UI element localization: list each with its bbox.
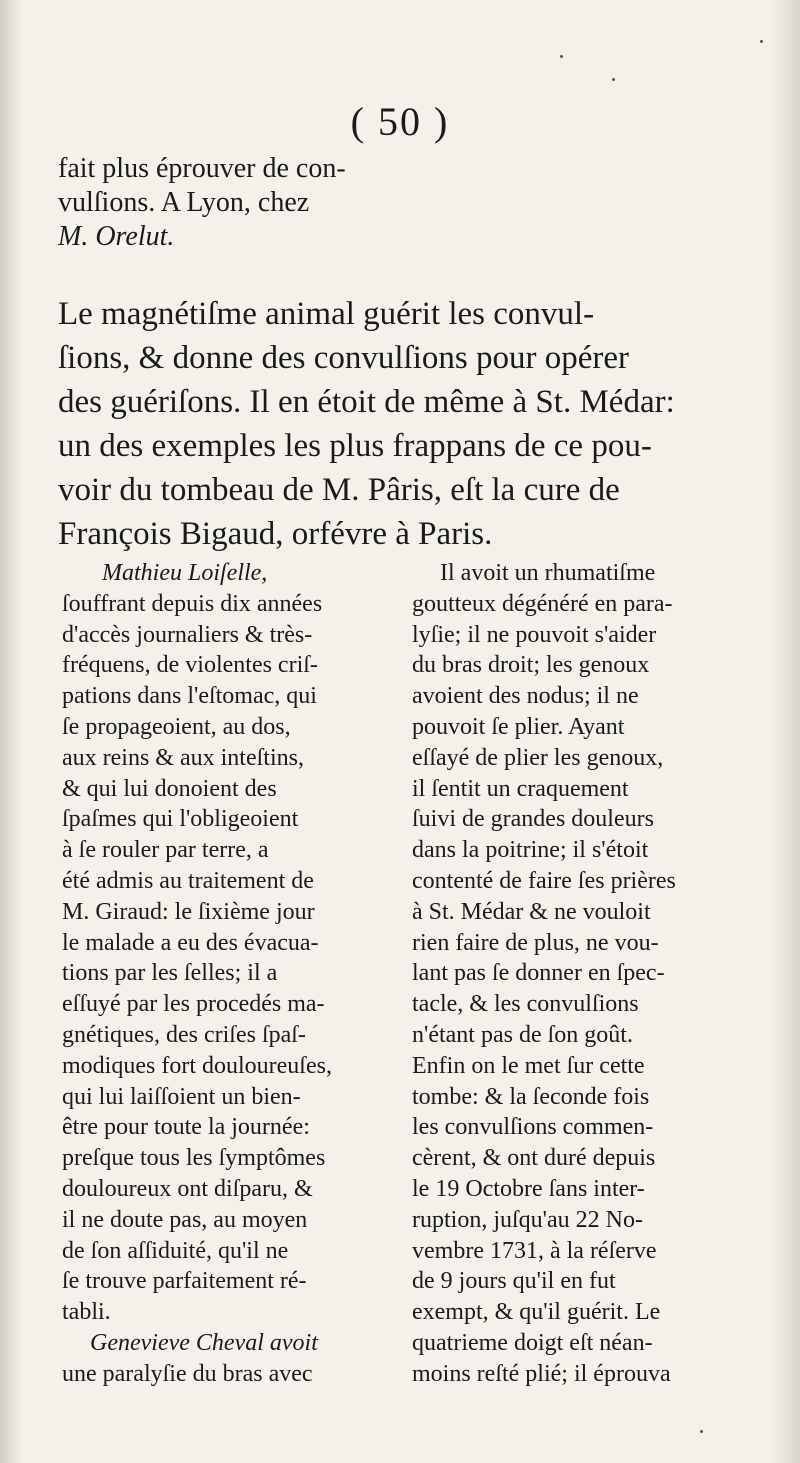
intro-line: fait plus éprouver de con- <box>58 153 346 184</box>
binding-shadow <box>0 0 22 1463</box>
page-number: ( 50 ) <box>350 99 450 144</box>
right-column <box>412 558 747 1390</box>
column-line: tacle, & les convulſions <box>412 991 639 1018</box>
left-column <box>62 558 392 1390</box>
main-paragraph-line: Le magnétiſme animal guérit les convul- <box>58 296 595 332</box>
column-line: lant pas ſe donner en ſpec- <box>412 960 665 987</box>
column-line: pouvoit ſe plier. Ayant <box>412 713 625 740</box>
column-line: être pour toute la journée: <box>62 1114 310 1141</box>
intro-fragment <box>58 152 398 254</box>
column-line: ſe trouve parfaitement ré- <box>62 1268 307 1295</box>
column-line: été admis au traitement de <box>62 867 314 894</box>
column-line: cèrent, & ont duré depuis <box>412 1145 656 1172</box>
column-line: vembre 1731, à la réſerve <box>412 1237 657 1264</box>
column-line: exempt, & qu'il guérit. Le <box>412 1299 661 1326</box>
ink-speck <box>700 1430 703 1433</box>
column-line: dans la poitrine; il s'étoit <box>412 837 649 864</box>
column-line: moins reſté plié; il éprouva <box>412 1360 671 1387</box>
column-line: & qui lui donoient des <box>62 775 277 802</box>
intro-line: vulſions. A Lyon, chez <box>58 187 310 218</box>
column-line: de ſon aſſiduité, qu'il ne <box>62 1237 289 1264</box>
column-line: d'accès journaliers & très- <box>62 621 313 648</box>
ink-speck <box>612 78 615 81</box>
ink-speck <box>560 55 563 58</box>
intro-line: M. Orelut. <box>58 221 175 252</box>
column-line: le malade a eu des évacua- <box>62 929 319 956</box>
column-line: du bras droit; les genoux <box>412 652 650 679</box>
column-line: ſuivi de grandes douleurs <box>412 806 654 833</box>
main-paragraph-line: voir du tombeau de M. Pâris, eſt la cure de <box>58 472 620 508</box>
column-line: avoient des nodus; il ne <box>412 683 639 710</box>
column-line: qui lui laiſſoient un bien- <box>62 1083 301 1110</box>
column-line: Genevieve Cheval avoit <box>90 1329 318 1356</box>
column-line: ſe propageoient, au dos, <box>62 713 291 740</box>
column-line: tions par les ſelles; il a <box>62 960 278 987</box>
column-line: M. Giraud: le ſixième jour <box>62 898 315 925</box>
page-edge-shadow <box>770 0 800 1463</box>
column-line: Enfin on le met ſur cette <box>412 1052 645 1079</box>
column-line: rien faire de plus, ne vou- <box>412 929 659 956</box>
column-line: gnétiques, des criſes ſpaſ- <box>62 1021 306 1048</box>
ink-speck <box>760 40 763 43</box>
column-line: ſpaſmes qui l'obligeoient <box>62 806 299 833</box>
column-line: ſouffrant depuis dix années <box>62 590 323 617</box>
column-line: eſſayé de plier les genoux, <box>412 744 664 771</box>
column-line: il ſentit un craquement <box>412 775 629 802</box>
main-paragraph-line: un des exemples les plus frappans de ce pou- <box>58 428 652 464</box>
column-line: aux reins & aux inteſtins, <box>62 744 304 771</box>
main-paragraph <box>58 292 768 556</box>
column-line: ruption, juſqu'au 22 No- <box>412 1206 643 1233</box>
column-line: il ne doute pas, au moyen <box>62 1206 308 1233</box>
column-line: pations dans l'eſtomac, qui <box>62 683 317 710</box>
column-line: tabli. <box>62 1299 111 1326</box>
main-paragraph-line: des guériſons. Il en étoit de même à St. Médar: <box>58 384 675 420</box>
column-line: les convulſions commen- <box>412 1114 654 1141</box>
column-line: eſſuyé par les procedés ma- <box>62 991 325 1018</box>
column-line: modiques fort douloureuſes, <box>62 1052 332 1079</box>
main-paragraph-line: ſions, & donne des convulſions pour opérer <box>58 340 629 376</box>
column-line: preſque tous les ſymptômes <box>62 1145 326 1172</box>
column-line: lyſie; il ne pouvoit s'aider <box>412 621 657 648</box>
column-line: fréquens, de violentes criſ- <box>62 652 318 679</box>
column-line: de 9 jours qu'il en fut <box>412 1268 616 1295</box>
column-line: n'étant pas de ſon goût. <box>412 1021 633 1048</box>
column-line: quatrieme doigt eſt néan- <box>412 1329 653 1356</box>
column-line: Mathieu Loiſelle, <box>102 560 268 586</box>
column-line: une paralyſie du bras avec <box>62 1360 313 1387</box>
column-line: goutteux dégénéré en para- <box>412 590 673 617</box>
main-paragraph-line: François Bigaud, orfévre à Paris. <box>58 516 493 552</box>
column-line: à St. Médar & ne vouloit <box>412 898 651 925</box>
column-line: tombe: & la ſeconde fois <box>412 1083 650 1110</box>
column-line: à ſe rouler par terre, a <box>62 837 269 864</box>
column-line: le 19 Octobre ſans inter- <box>412 1175 645 1202</box>
column-line: contenté de faire ſes prières <box>412 867 676 894</box>
column-line: Il avoit un rhumatiſme <box>440 560 656 586</box>
column-line: douloureux ont diſparu, & <box>62 1175 313 1202</box>
